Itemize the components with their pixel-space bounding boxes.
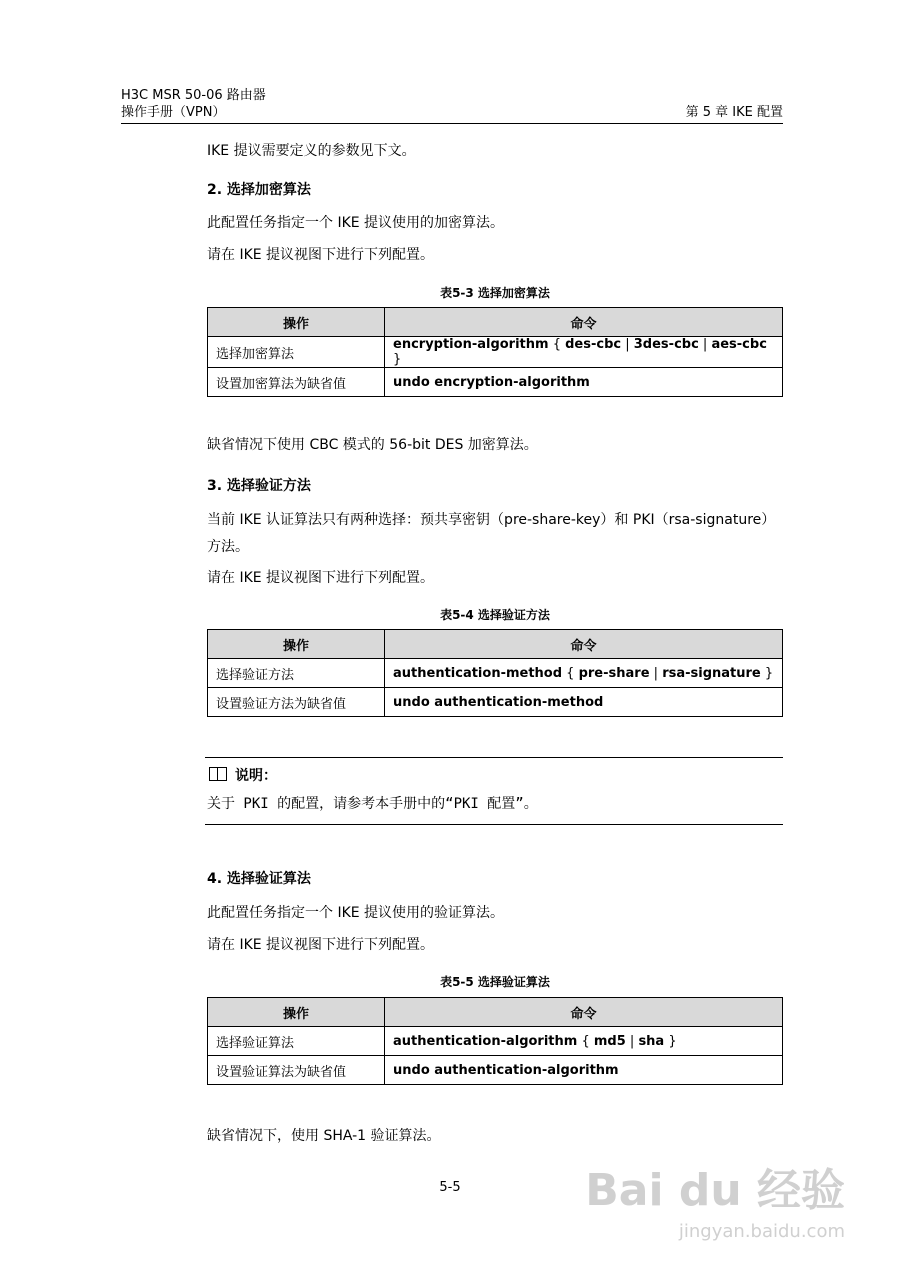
watermark-brand: Bai du 经验 xyxy=(585,1165,845,1216)
cell-cmd: authentication-algorithm { md5 | sha } xyxy=(385,1027,783,1056)
table-row xyxy=(208,368,783,397)
section-3-heading: 3. 选择验证方法 xyxy=(207,478,311,494)
table-header-row xyxy=(208,630,783,659)
book-icon xyxy=(209,767,227,781)
note-bottom-rule xyxy=(205,824,783,825)
table-5-4 xyxy=(207,629,783,717)
section-4-paragraph-1: 此配置任务指定一个 IKE 提议使用的验证算法。 xyxy=(207,905,505,921)
column-header-op: 操作 xyxy=(208,630,385,659)
column-header-op: 操作 xyxy=(208,998,385,1027)
table-row xyxy=(208,1056,783,1085)
table-header-row xyxy=(208,998,783,1027)
table-5-3 xyxy=(207,307,783,397)
table-row xyxy=(208,688,783,717)
section-3-paragraph-1a: 当前 IKE 认证算法只有两种选择：预共享密钥（pre-share-key）和 PKI（rsa-signature） xyxy=(207,512,776,528)
header-chapter: 第 5 章 IKE 配置 xyxy=(685,105,783,120)
section-4-heading: 4. 选择验证算法 xyxy=(207,871,311,887)
cell-cmd: undo authentication-algorithm xyxy=(385,1056,783,1085)
cell-cmd: undo authentication-method xyxy=(385,688,783,717)
note-top-rule xyxy=(205,757,783,758)
column-header-op: 操作 xyxy=(208,308,385,337)
column-header-cmd: 命令 xyxy=(385,630,783,659)
cell-cmd: authentication-method { pre-share | rsa-signature } xyxy=(385,659,783,688)
section-4-paragraph-2: 请在 IKE 提议视图下进行下列配置。 xyxy=(207,937,435,953)
header-product: H3C MSR 50-06 路由器 xyxy=(121,88,266,103)
cell-op: 设置验证算法为缺省值 xyxy=(208,1056,385,1085)
table-5-3-caption: 表5-3 选择加密算法 xyxy=(440,286,550,300)
column-header-cmd: 命令 xyxy=(385,308,783,337)
table-5-5-caption: 表5-5 选择验证算法 xyxy=(440,975,550,989)
cell-cmd: undo encryption-algorithm xyxy=(385,368,783,397)
table-row xyxy=(208,659,783,688)
cell-op: 设置加密算法为缺省值 xyxy=(208,368,385,397)
page-number: 5-5 xyxy=(439,1180,461,1195)
section-4-default-note: 缺省情况下，使用 SHA-1 验证算法。 xyxy=(207,1128,441,1144)
note-title: 说明： xyxy=(235,768,277,784)
cell-op: 设置验证方法为缺省值 xyxy=(208,688,385,717)
section-2-default-note: 缺省情况下使用 CBC 模式的 56-bit DES 加密算法。 xyxy=(207,437,538,453)
header-manual: 操作手册（VPN） xyxy=(121,105,226,120)
note-text: 关于 PKI 的配置，请参考本手册中的“PKI 配置”。 xyxy=(207,796,538,812)
cell-cmd: encryption-algorithm { des-cbc | 3des-cbc | aes-cbc } xyxy=(385,337,783,368)
section-2-paragraph-1: 此配置任务指定一个 IKE 提议使用的加密算法。 xyxy=(207,215,505,231)
table-5-4-caption: 表5-4 选择验证方法 xyxy=(440,608,550,622)
column-header-cmd: 命令 xyxy=(385,998,783,1027)
table-row xyxy=(208,1027,783,1056)
cell-op: 选择加密算法 xyxy=(208,337,385,368)
table-5-5 xyxy=(207,997,783,1085)
section-3-paragraph-2: 请在 IKE 提议视图下进行下列配置。 xyxy=(207,570,435,586)
section-2-paragraph-2: 请在 IKE 提议视图下进行下列配置。 xyxy=(207,247,435,263)
watermark-url: jingyan.baidu.com xyxy=(678,1221,845,1242)
section-2-heading: 2. 选择加密算法 xyxy=(207,182,311,198)
cell-op: 选择验证算法 xyxy=(208,1027,385,1056)
table-row xyxy=(208,337,783,368)
note-title-row xyxy=(209,767,277,785)
section-3-paragraph-1b: 方法。 xyxy=(207,539,249,555)
header-rule xyxy=(121,123,783,124)
table-header-row xyxy=(208,308,783,337)
cell-op: 选择验证方法 xyxy=(208,659,385,688)
intro-text: IKE 提议需要定义的参数见下文。 xyxy=(207,143,416,159)
